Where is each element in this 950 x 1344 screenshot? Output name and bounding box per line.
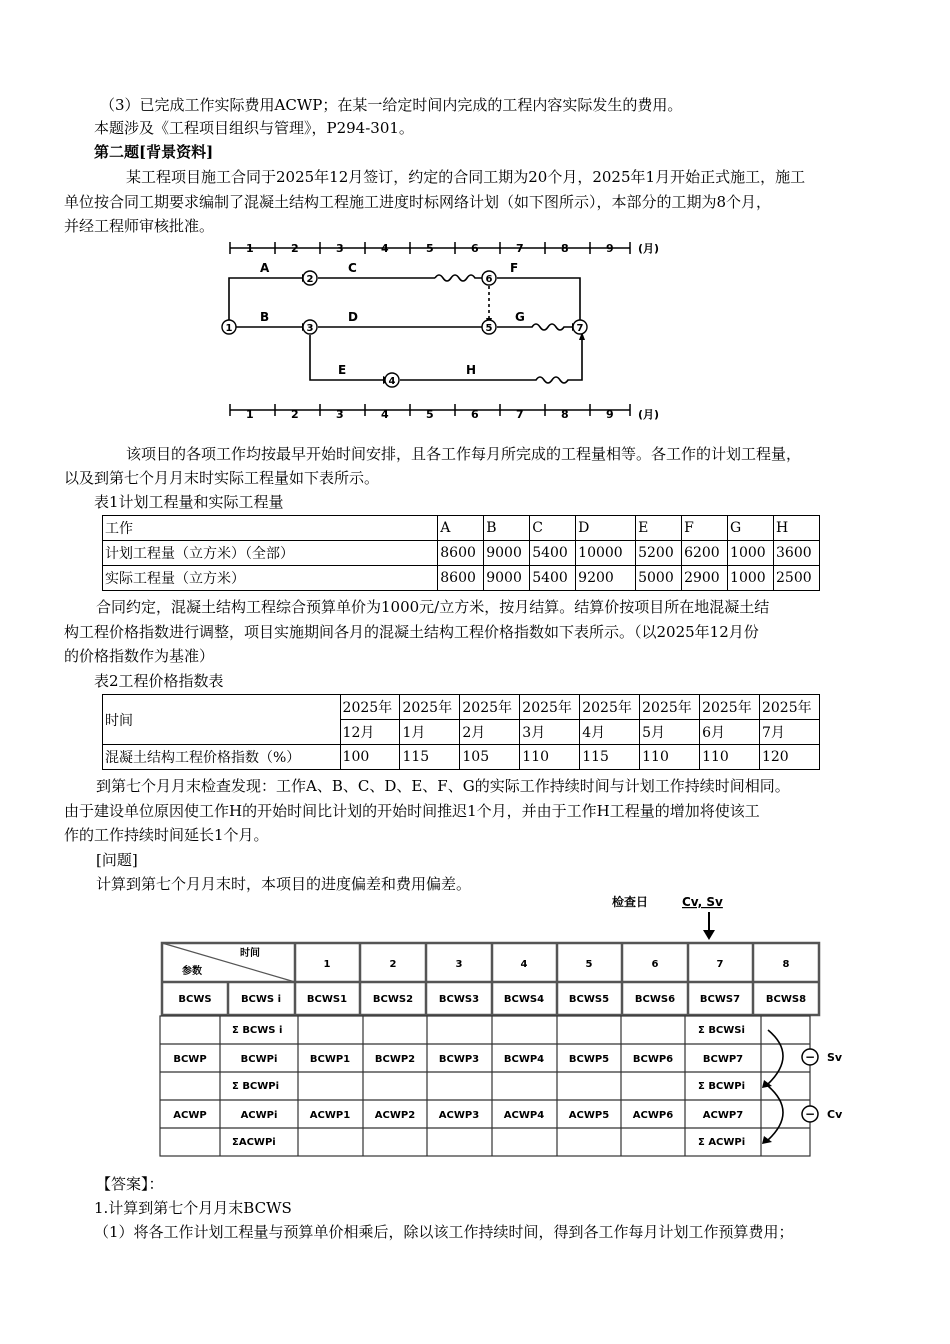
bcwp-1: BCWP1	[309, 1054, 351, 1065]
acwp-7: ACWP7	[702, 1110, 744, 1121]
check-date-arrow-icon	[703, 912, 715, 940]
cv-minus-icon	[802, 1106, 818, 1122]
paragraph-acwp: （3）已完成工作实际费用ACWP；在某一给定时间内完成的工程内容实际发生的费用。	[100, 96, 683, 114]
bcwp-6: BCWP6	[632, 1054, 674, 1065]
table1-header-cell: H	[774, 516, 820, 541]
acwp-6: ACWP6	[632, 1110, 674, 1121]
sv-minus-icon	[802, 1049, 818, 1065]
background-line-2: 单位按合同工期要求编制了混凝土结构工程施工进度时标网络计划（如下图所示），本部分的工期为8个月，	[64, 193, 772, 211]
table1-cell: 2500	[774, 566, 820, 591]
activity-A-label: A	[260, 261, 270, 275]
table2-value-cell: 110	[520, 745, 580, 770]
table2-year-cell: 2025年	[340, 695, 400, 720]
acwp-2: ACWP2	[374, 1110, 416, 1121]
table1-header-cell: A	[438, 516, 484, 541]
bottom-month-9: 9	[606, 408, 614, 421]
sum-bcwp-label: Σ BCWPi	[232, 1081, 280, 1092]
table1-cell: 5000	[636, 566, 682, 591]
table2-year-cell: 2025年	[580, 695, 640, 720]
table2-time-label: 时间	[103, 695, 341, 745]
bottom-unit-label: (月)	[638, 408, 660, 421]
top-month-2: 2	[291, 242, 299, 255]
bottom-month-8: 8	[561, 408, 569, 421]
table-row	[103, 566, 820, 591]
bottom-month-2: 2	[291, 408, 299, 421]
bottom-month-6: 6	[471, 408, 479, 421]
check-date-label: 检查日	[612, 895, 649, 909]
contract-line-3: 的价格指数作为基准）	[64, 647, 215, 665]
table1-header-row	[103, 516, 820, 541]
table2-month-cell: 4月	[580, 720, 640, 745]
cv-sv-label: Cv, Sv	[682, 895, 723, 909]
node-6-label: 6	[485, 274, 493, 285]
table1-cell: 5400	[530, 541, 576, 566]
acwp-label: ACWP	[173, 1110, 207, 1121]
table1-cell: 1000	[728, 541, 774, 566]
calc-month-4: 4	[520, 959, 528, 970]
table2-value-cell: 115	[400, 745, 460, 770]
bcwp-2: BCWP2	[374, 1054, 416, 1065]
node-7-label: 7	[576, 323, 584, 334]
activity-C-label: C	[348, 261, 357, 275]
node-3-label: 3	[306, 323, 314, 334]
bcws-6: BCWS6	[634, 994, 676, 1005]
section-heading: 第二题[背景资料]	[94, 143, 214, 161]
table1-cell: 5400	[530, 566, 576, 591]
cv-label: Cv	[827, 1108, 843, 1121]
background-line-3: 并经工程师审核批准。	[64, 217, 215, 235]
table1-cell: 计划工程量（立方米）（全部）	[103, 541, 438, 566]
sum-bcws-label: Σ BCWS i	[232, 1025, 283, 1036]
top-month-4: 4	[381, 242, 389, 255]
calc-month-8: 8	[782, 959, 790, 970]
sum7-bcws: Σ BCWSi	[698, 1025, 745, 1036]
bcws-label: BCWS	[178, 994, 212, 1005]
answer-label: 【答案】：	[96, 1175, 164, 1193]
calc-month-5: 5	[585, 959, 593, 970]
answer-line-1: 1.计算到第七个月月末BCWS	[94, 1199, 292, 1217]
sum7-bcwp: Σ BCWPi	[698, 1081, 746, 1092]
table2-value-cell: 100	[340, 745, 400, 770]
bcwp-5: BCWP5	[568, 1054, 610, 1065]
bcws-3: BCWS3	[438, 994, 480, 1005]
description-line-2: 以及到第七个月月末时实际工程量如下表所示。	[64, 469, 380, 487]
bottom-month-7: 7	[516, 408, 524, 421]
background-line-1: 某工程项目施工合同于2025年12月签订，约定的合同工期为20个月，2025年1月开始正式施工，施工	[126, 168, 806, 186]
table2-month-cell: 2月	[460, 720, 520, 745]
table2-month-cell: 1月	[400, 720, 460, 745]
question-text: 计算到第七个月月末时，本项目的进度偏差和费用偏差。	[96, 875, 472, 893]
bottom-month-1: 1	[246, 408, 254, 421]
question-label: [问题]	[96, 851, 138, 869]
node-5-label: 5	[485, 323, 493, 334]
bcws-1: BCWS1	[306, 994, 348, 1005]
activity-F-label: F	[510, 261, 519, 275]
activity-H-label: H	[466, 363, 477, 377]
bcwp-i-label: BCWPi	[240, 1054, 278, 1065]
table-price-index	[102, 694, 820, 770]
sum-acwp-label: ΣACWPi	[232, 1137, 276, 1148]
bcws-4: BCWS4	[503, 994, 545, 1005]
sum7-acwp: Σ ACWPi	[698, 1137, 746, 1148]
table1-header-cell: D	[576, 516, 636, 541]
bcws-2: BCWS2	[372, 994, 414, 1005]
table1-cell: 9000	[484, 566, 530, 591]
bcwp-7: BCWP7	[702, 1054, 744, 1065]
paragraph-reference: 本题涉及《工程项目组织与管理》，P294-301。	[94, 119, 414, 137]
header-time: 时间	[240, 948, 260, 959]
top-month-8: 8	[561, 242, 569, 255]
calc-month-6: 6	[651, 959, 659, 970]
table1-cell: 1000	[728, 566, 774, 591]
table1-header-cell: F	[682, 516, 728, 541]
time-scaled-network-diagram	[220, 232, 680, 428]
table1-cell: 8600	[438, 541, 484, 566]
table2-value-cell: 110	[640, 745, 700, 770]
check-line-2: 由于建设单位原因使工作H的开始时间比计划的开始时间推迟1个月，并由于工作H工程量的增加将使该工	[64, 802, 760, 820]
table2-caption: 表2工程价格指数表	[94, 672, 224, 690]
table2-value-cell: 120	[759, 745, 819, 770]
acwp-5: ACWP5	[568, 1110, 610, 1121]
cv-minus-sign: −	[804, 1107, 816, 1121]
table1-cell: 5200	[636, 541, 682, 566]
table2-year-cell: 2025年	[400, 695, 460, 720]
bcwp-4: BCWP4	[503, 1054, 545, 1065]
activity-arrows	[229, 275, 582, 383]
top-month-1: 1	[246, 242, 254, 255]
bcws-5: BCWS5	[568, 994, 610, 1005]
table2-month-cell: 12月	[340, 720, 400, 745]
table2-year-cell: 2025年	[460, 695, 520, 720]
bottom-month-5: 5	[426, 408, 434, 421]
sv-minus-sign: −	[804, 1050, 816, 1064]
table-row	[103, 541, 820, 566]
top-month-9: 9	[606, 242, 614, 255]
bottom-month-4: 4	[381, 408, 389, 421]
bcwp-label: BCWP	[173, 1054, 207, 1065]
bcwp-3: BCWP3	[438, 1054, 480, 1065]
top-month-7: 7	[516, 242, 524, 255]
table2-year-cell: 2025年	[640, 695, 700, 720]
earned-value-calculation-figure	[150, 890, 850, 1160]
description-line-1: 该项目的各项工作均按最早开始时间安排，且各工作每月所完成的工程量相等。各工作的计划工程量，	[126, 445, 802, 463]
table2-value-cell: 115	[580, 745, 640, 770]
check-line-3: 作的工作持续时间延长1个月。	[64, 826, 269, 844]
top-unit-label: (月)	[638, 242, 660, 255]
contract-line-1: 合同约定，混凝土结构工程综合预算单价为1000元/立方米，按月结算。结算价按项目所在地混凝土结	[96, 598, 770, 616]
calc-month-7: 7	[716, 959, 724, 970]
bcws-i-label: BCWS i	[240, 994, 282, 1005]
table2-index-label: 混凝土结构工程价格指数（%）	[103, 745, 341, 770]
table2-month-cell: 5月	[640, 720, 700, 745]
bottom-month-3: 3	[336, 408, 344, 421]
table2-year-cell: 2025年	[700, 695, 760, 720]
table1-cell: 实际工程量（立方米）	[103, 566, 438, 591]
table2-year-cell: 2025年	[759, 695, 819, 720]
table1-cell: 9200	[576, 566, 636, 591]
bcws-8: BCWS8	[765, 994, 807, 1005]
activity-B-label: B	[260, 310, 270, 324]
table1-cell: 10000	[576, 541, 636, 566]
table2-year-cell: 2025年	[520, 695, 580, 720]
table1-header-cell: E	[636, 516, 682, 541]
activity-D-label: D	[348, 310, 358, 324]
table1-cell: 9000	[484, 541, 530, 566]
acwp-4: ACWP4	[503, 1110, 545, 1121]
activity-G-label: G	[515, 310, 525, 324]
table1-cell: 6200	[682, 541, 728, 566]
table1-cell: 8600	[438, 566, 484, 591]
acwp-1: ACWP1	[309, 1110, 351, 1121]
sv-label: Sv	[827, 1051, 843, 1064]
top-month-5: 5	[426, 242, 434, 255]
acwp-3: ACWP3	[438, 1110, 480, 1121]
table2-year-row	[103, 695, 820, 720]
header-param: 参数	[182, 966, 202, 977]
check-line-1: 到第七个月月末检查发现：工作A、B、C、D、E、F、G的实际工作持续时间与计划工作持续时间相同。	[96, 777, 790, 795]
calc-month-2: 2	[389, 959, 397, 970]
node-4-label: 4	[388, 376, 396, 387]
table1-caption: 表1计划工程量和实际工程量	[94, 493, 284, 511]
table-row	[103, 745, 820, 770]
top-month-6: 6	[471, 242, 479, 255]
table1-cell: 2900	[682, 566, 728, 591]
table1-cell: 3600	[774, 541, 820, 566]
contract-line-2: 构工程价格指数进行调整，项目实施期间各月的混凝土结构工程价格指数如下表所示。（以2025年12月份	[64, 623, 759, 641]
top-month-3: 3	[336, 242, 344, 255]
activity-E-label: E	[338, 363, 347, 377]
table1-header-cell: B	[484, 516, 530, 541]
table2-month-cell: 3月	[520, 720, 580, 745]
answer-line-2: （1）将各工作计划工程量与预算单价相乘后，除以该工作持续时间，得到各工作每月计划工作预算费用；	[94, 1223, 794, 1241]
node-1-label: 1	[225, 323, 233, 334]
acwp-i-label: ACWPi	[240, 1110, 278, 1121]
table2-month-cell: 6月	[700, 720, 760, 745]
table2-value-cell: 105	[460, 745, 520, 770]
bcws-7: BCWS7	[699, 994, 741, 1005]
table2-value-cell: 110	[700, 745, 760, 770]
table1-header-cell: G	[728, 516, 774, 541]
table1-header-cell: 工作	[103, 516, 438, 541]
table1-header-cell: C	[530, 516, 576, 541]
table-quantities	[102, 515, 820, 591]
calc-month-1: 1	[323, 959, 331, 970]
table2-month-cell: 7月	[759, 720, 819, 745]
calc-month-3: 3	[455, 959, 463, 970]
node-2-label: 2	[306, 274, 314, 285]
